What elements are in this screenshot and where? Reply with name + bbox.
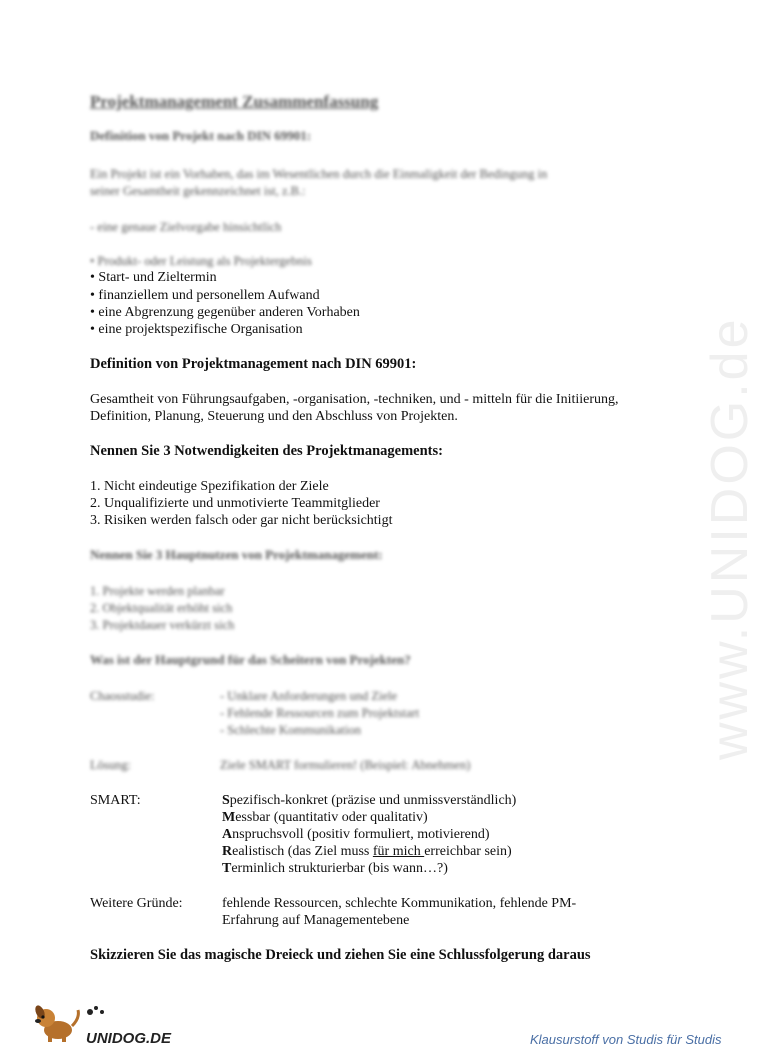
smart-line-t: [222, 860, 448, 878]
weitere-value: Erfahrung auf Managementebene: [222, 913, 410, 928]
paragraph-line: Ein Projekt ist ein Vorhaben, das im Wesentlichen durch die Einmaligkeit der Bedingung in: [90, 167, 548, 181]
list-item: 2. Unqualifizierte und unmotivierte Teammitglieder: [90, 496, 380, 511]
smart-text: erminlich strukturierbar (bis wann…?): [231, 861, 448, 876]
paragraph-line: Definition, Planung, Steuerung und den Abschluss von Projekten.: [90, 409, 458, 424]
footer-logo-text: UNIDOG.DE: [86, 1030, 172, 1047]
smart-letter: S: [222, 793, 230, 808]
bullet-item: • finanziellem und personellem Aufwand: [90, 288, 320, 303]
list-item: 3. Risiken werden falsch oder gar nicht berücksichtigt: [90, 513, 393, 528]
row-value: - Unklare Anforderungen und Ziele: [220, 689, 398, 703]
smart-line-s: [222, 792, 516, 810]
smart-line-r: [222, 843, 512, 861]
section-heading-notwendigkeiten: Nennen Sie 3 Notwendigkeiten des Projektmanagements:: [90, 443, 443, 459]
smart-letter: T: [222, 861, 232, 876]
document-title: Projektmanagement Zusammenfassung: [90, 92, 379, 111]
watermark: www.UNIDOG.de: [701, 316, 759, 760]
smart-text: nspruchsvoll (positiv formuliert, motivierend): [232, 827, 490, 842]
row-value: - Fehlende Ressourcen zum Projektstart: [220, 706, 420, 720]
section-heading-pm-definition: Definition von Projektmanagement nach DIN 69901:: [90, 356, 417, 372]
smart-label: SMART:: [90, 793, 141, 808]
bullet-item: • eine projektspezifische Organisation: [90, 322, 303, 337]
smart-letter: A: [222, 827, 233, 842]
list-item: 1. Projekte werden planbar: [90, 584, 225, 598]
row-value: Ziele SMART formulieren! (Beispiel: Abnehmen): [220, 758, 471, 772]
paragraph-line: - eine genaue Zielvorgabe hinsichtlich: [90, 220, 282, 234]
list-item: 2. Objektqualität erhöht sich: [90, 601, 233, 615]
smart-text: erreichbar sein): [424, 844, 512, 859]
paragraph-line: Gesamtheit von Führungsaufgaben, -organisation, -techniken, und - mitteln für die Initiierung,: [90, 392, 619, 407]
paragraph-line: seiner Gesamtheit gekennzeichnet ist, z.B.:: [90, 184, 306, 198]
row-value: - Schlechte Kommunikation: [220, 723, 361, 737]
smart-line-m: [222, 809, 428, 827]
smart-letter: M: [222, 810, 236, 825]
section-heading-dreieck: Skizzieren Sie das magische Dreieck und ziehen Sie eine Schlussfolgerung daraus: [90, 947, 591, 963]
section-heading-hauptnutzen: Nennen Sie 3 Hauptnutzen von Projektmanagement:: [90, 547, 383, 562]
bullet-item: • Start- und Zieltermin: [90, 270, 217, 285]
row-label: Lösung:: [90, 758, 131, 772]
section-heading-scheitern: Was ist der Hauptgrund für das Scheitern von Projekten?: [90, 652, 411, 667]
smart-text: ealistisch (das Ziel muss: [232, 844, 373, 859]
weitere-value: fehlende Ressourcen, schlechte Kommunikation, fehlende PM-: [222, 896, 577, 911]
row-label: Chaosstudie:: [90, 689, 155, 703]
section-heading-projekt: Definition von Projekt nach DIN 69901:: [90, 128, 312, 143]
smart-text: essbar (quantitativ oder qualitativ): [235, 810, 428, 825]
bullet-item: • Produkt- oder Leistung als Projektergebnis: [90, 254, 312, 268]
weitere-label: Weitere Gründe:: [90, 896, 183, 911]
smart-text: pezifisch-konkret (präzise und unmissverständlich): [229, 793, 517, 808]
smart-line-a: [222, 826, 490, 844]
smart-letter: R: [222, 844, 233, 859]
list-item: 1. Nicht eindeutige Spezifikation der Ziele: [90, 479, 329, 494]
bullet-item: • eine Abgrenzung gegenüber anderen Vorhaben: [90, 305, 360, 320]
smart-text-underlined: für mich: [372, 844, 425, 859]
list-item: 3. Projektdauer verkürzt sich: [90, 618, 235, 632]
footer-tagline: Klausurstoff von Studis für Studis: [530, 1032, 722, 1047]
